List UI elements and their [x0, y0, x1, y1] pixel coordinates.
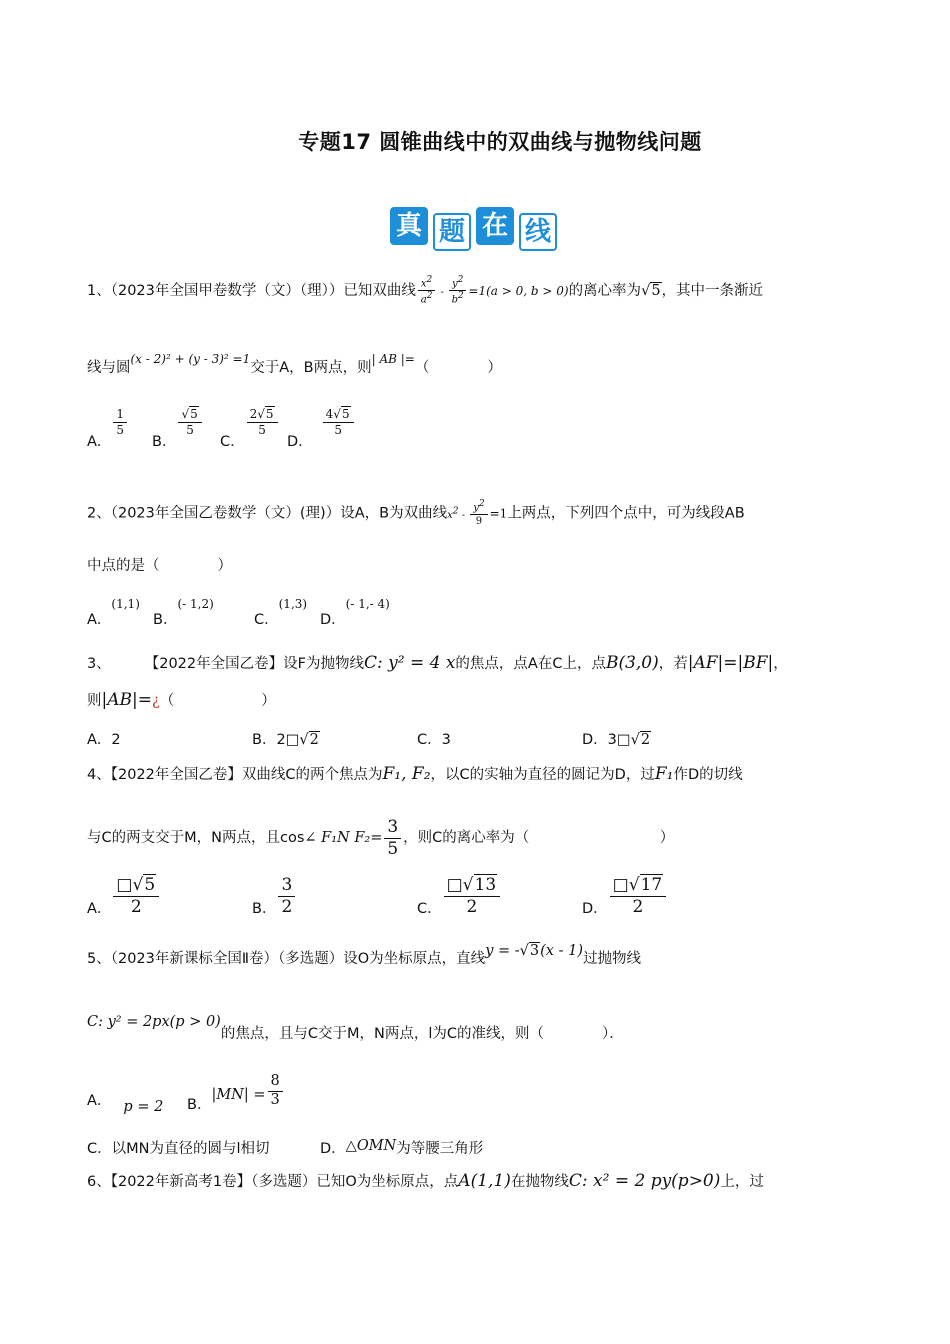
- q5-text-b: 过抛物线: [582, 951, 641, 967]
- q5-parabola: C: y² = 2px(p > 0): [87, 1014, 221, 1030]
- q2-option-a-label: A．: [87, 612, 112, 628]
- q4-option-d: D． $\frac{□√17}{2}$: [582, 876, 668, 916]
- q6-point: A(1,1): [458, 1171, 511, 1191]
- q5-text-c: 的焦点，且与C交于M，N两点，l为C的准线，则（ ）．: [220, 1026, 624, 1042]
- q5-option-c-text: C．以MN为直径的圆与l相切: [87, 1141, 270, 1157]
- q2-text: （2023年全国乙卷数学（文）(理)）设A，B为双曲线: [110, 505, 448, 522]
- q4-option-b: B． $\frac{3}{2}$: [252, 876, 297, 916]
- q2-text-b: 上两点，下列四个点中，可为线段AB: [507, 505, 745, 522]
- q1-option-c: C． $\frac{2√5}{5}$: [220, 408, 280, 437]
- q3-paren: （ ）: [159, 693, 276, 709]
- q3-option-d-text: D．3: [582, 732, 617, 748]
- q3-condition: |AF|=|BF|: [687, 653, 774, 673]
- q1-line-2: [87, 352, 502, 376]
- q1-frac-x: $\frac{x2}{a2}$: [418, 276, 435, 306]
- q3-line-1: [87, 655, 788, 672]
- q2-eq-x: x2 -: [447, 506, 469, 521]
- q4-line-1: [87, 766, 743, 783]
- q2-option-c: [254, 592, 308, 628]
- q2-option-b-value: (- 1,2): [177, 597, 214, 611]
- logo-char-3: 在: [476, 207, 514, 245]
- q3-text-c: ，若: [658, 656, 688, 672]
- q1-line-1: 1、（2023年全国甲卷数学（文）（理））已知双曲线 $\frac{x2}{a2}$ - $\frac{y2}{b2}$ =1(a > 0, b > 0)的离心率为√5，其中一条渐近: [87, 275, 764, 306]
- q4-option-c: C． $\frac{□√13}{2}$: [417, 876, 502, 916]
- q6-equation: C: x² = 2 py(p>0): [568, 1171, 721, 1191]
- q1-option-b: B． $\frac{√5}{5}$: [152, 408, 204, 437]
- q5-option-a-label: A．: [87, 1093, 112, 1109]
- q3-option-d: D．3□√2: [582, 732, 651, 748]
- q5-option-d-value: △OMN: [345, 1138, 397, 1154]
- q3-glyph: ¿: [151, 693, 160, 709]
- q2-option-b: [153, 592, 214, 628]
- q3-number: 3、: [87, 656, 111, 672]
- q4-f1: F₁: [654, 764, 674, 784]
- q4-foci: F₁, F₂: [382, 764, 431, 784]
- q5-line-equation-b: (x - 1): [540, 943, 583, 959]
- q1-option-d: D． $\frac{4√5}{5}$: [287, 408, 356, 437]
- page-title: 专题17 圆锥曲线中的双曲线与抛物线问题: [298, 130, 702, 154]
- q3-option-b-text: B．2: [252, 732, 286, 748]
- q1-paren: （ ）: [414, 360, 502, 376]
- logo-char-4: 线: [519, 213, 557, 251]
- q2-option-a: [87, 592, 140, 628]
- q4-line-2: [87, 818, 674, 858]
- q3-option-a-text: A．2: [87, 732, 121, 748]
- q3-source: 【2022年全国乙卷】: [144, 656, 284, 672]
- q1-option-a-label: A．: [87, 433, 112, 450]
- q4-text-b: ，以C的实轴为直径的圆记为D，过: [430, 767, 655, 783]
- q6-text-a: （多选题）已知O为坐标原点，点: [251, 1174, 459, 1190]
- q4-source: 【2022年全国乙卷】: [110, 767, 242, 783]
- q1-option-a: A． $\frac{1}{5}$: [87, 408, 129, 437]
- q3-point: B(3,0): [605, 653, 659, 673]
- q5-option-a: [87, 1089, 164, 1115]
- q1-option-b-label: B．: [152, 433, 177, 450]
- q2-text-c: 中点的是（ ）: [87, 558, 232, 574]
- q4-option-a: A． $\frac{□√5}{2}$: [87, 876, 161, 916]
- q5-option-d: [320, 1137, 483, 1158]
- q1-sqrt5: √5: [641, 282, 661, 299]
- q2-option-d: [320, 592, 390, 628]
- q3-equation: C: y² = 4 x: [363, 653, 456, 673]
- q5-text-a: （2023年新课标全国Ⅱ卷）（多选题）设O为坐标原点，直线: [110, 951, 486, 967]
- q6-line-1: [87, 1173, 764, 1190]
- q2-number: 2、: [87, 505, 111, 522]
- q3-text-b: 的焦点，点A在C上，点: [455, 656, 606, 672]
- q1-text-e: 交于A，B两点，则: [250, 360, 372, 376]
- q2-option-c-value: (1,3): [278, 597, 308, 611]
- q2-line-2: [87, 559, 232, 574]
- q4-option-c-label: C．: [417, 901, 442, 918]
- q1-number: 1、: [87, 282, 111, 299]
- q4-text-a: 双曲线C的两个焦点为: [241, 767, 383, 783]
- q5-option-a-value: p = 2: [123, 1099, 164, 1115]
- q3-option-c-text: C．3: [417, 732, 451, 748]
- q1-equation: =1(a > 0, b > 0): [468, 283, 569, 298]
- q4-angle: ∠ F₁N F₂=: [304, 830, 383, 847]
- q5-line-1: 5、（2023年新课标全国Ⅱ卷）（多选题）设O为坐标原点，直线y = -√3(x - 1)过抛物线: [87, 943, 641, 967]
- q6-text-b: 在抛物线: [510, 1174, 569, 1190]
- q6-text-c: 上，过: [720, 1174, 764, 1190]
- q2-option-c-label: C．: [254, 612, 279, 628]
- q5-line-2: [87, 1014, 624, 1042]
- q5-option-c: [87, 1137, 270, 1158]
- q4-text-d: 与C的两支交于M，N两点，且cos: [87, 830, 305, 847]
- q2-eq-tail: =1: [489, 506, 508, 521]
- q3-option-a: [87, 728, 121, 749]
- q2-option-d-value: (- 1,- 4): [345, 597, 390, 611]
- q4-text-c: 作D的切线: [673, 767, 743, 783]
- q3-text-d: ，: [773, 656, 788, 672]
- q3-text-e: 则: [87, 693, 102, 709]
- q2-line-1: [87, 500, 745, 527]
- logo-char-2: 题: [433, 213, 471, 251]
- q3-option-c: [417, 728, 451, 749]
- logo-char-1: 真: [390, 207, 428, 245]
- q4-option-d-label: D．: [582, 901, 608, 918]
- q1-frac-y: $\frac{y2}{b2}$: [449, 276, 466, 306]
- zhenti-zaixian-logo: [390, 205, 560, 253]
- q5-option-b: B．|MN| = $\frac{8}{3}$: [187, 1074, 285, 1109]
- q6-number: 6、: [87, 1174, 111, 1190]
- q2-option-d-label: D．: [320, 612, 346, 628]
- q5-line-equation: y = -: [485, 943, 520, 959]
- q6-source: 【2022年新高考1卷】: [110, 1174, 252, 1190]
- q1-text-d: 线与圆: [87, 360, 131, 376]
- q1-text: （2023年全国甲卷数学（文）（理））已知双曲线: [110, 282, 416, 299]
- q5-option-b-label: B．: [187, 1097, 212, 1114]
- q1-circle-equation: (x - 2)² + (y - 3)² =1: [130, 352, 251, 366]
- q5-option-d-text: 为等腰三角形: [396, 1141, 484, 1157]
- q4-option-b-label: B．: [252, 901, 277, 918]
- q5-option-d-label: D．: [320, 1141, 346, 1157]
- q5-number: 5、: [87, 951, 111, 967]
- q3-line-2: [87, 692, 276, 709]
- q1-text-b: 的离心率为: [568, 282, 642, 299]
- q3-option-b: B．2□√2: [252, 732, 319, 748]
- q1-option-d-label: D．: [287, 433, 313, 450]
- q1-option-c-label: C．: [220, 433, 245, 450]
- q3-text-a: 设F为抛物线: [283, 656, 364, 672]
- q4-text-e: ，则C的离心率为（ ）: [403, 830, 675, 847]
- q5-option-b-value: |MN| =: [211, 1087, 266, 1104]
- q4-number: 4、: [87, 767, 111, 783]
- q2-option-b-label: B．: [153, 612, 178, 628]
- q4-frac-3-5: $\frac{3}{5}$: [384, 818, 401, 858]
- q3-ask: |AB|=: [101, 690, 152, 710]
- q1-text-c: ，其中一条渐近: [661, 282, 764, 299]
- q2-frac-y: $\frac{y2}{9}$: [470, 500, 487, 527]
- q1-abs-ab: | AB |=: [371, 352, 415, 366]
- q2-option-a-value: (1,1): [111, 597, 140, 611]
- q4-option-a-label: A．: [87, 901, 112, 918]
